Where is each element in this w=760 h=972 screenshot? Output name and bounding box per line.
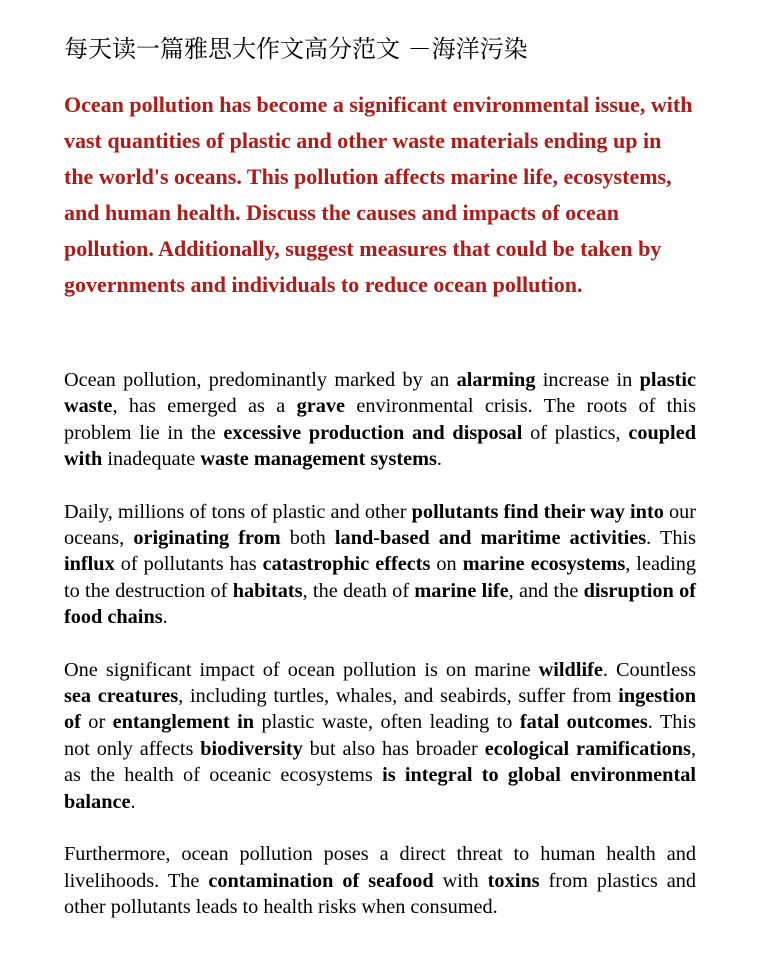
paragraph-text: our oceans, bbox=[64, 500, 697, 550]
paragraph-text: of pollutants has bbox=[114, 553, 263, 576]
essay-prompt: Ocean pollution has become a significant environmental issue, with vast quantities of plastic and other waste materials ending up in the world's oceans. This pollution affects marine life, ecosystems, and human health. Discuss the causes and impacts of ocean pollution. Additionally, suggest measures that could be taken by governments and individuals to reduce ocean pollution. bbox=[64, 92, 693, 297]
key-phrase: biodiversity bbox=[200, 737, 303, 760]
paragraph-text: Ocean pollution, predominantly marked by an bbox=[64, 369, 457, 391]
key-phrase: ingestion of bbox=[64, 685, 696, 734]
key-phrase: influx bbox=[64, 553, 115, 576]
key-phrase: habitats bbox=[232, 579, 303, 602]
paragraph-text: Furthermore, ocean pollution poses a direct threat to human health and livelihoods. The bbox=[64, 843, 696, 892]
key-phrase: ecological ramifications bbox=[484, 737, 691, 760]
paragraph-text: environmental crisis. The roots of this problem lie in the bbox=[64, 395, 696, 444]
key-phrase: fatal outcomes bbox=[519, 711, 648, 734]
paragraph-text: from plastics and other pollutants leads to health risks when consumed. bbox=[64, 869, 697, 918]
paragraph-text: increase in bbox=[535, 369, 640, 391]
paragraph-text: . bbox=[436, 448, 442, 471]
paragraph-text: , including turtles, whales, and seabirds, suffer from bbox=[178, 685, 619, 708]
key-phrase: grave bbox=[296, 395, 346, 418]
key-phrase: marine life bbox=[414, 579, 509, 602]
paragraph-text: Daily, millions of tons of plastic and other bbox=[64, 500, 412, 523]
paragraph-text: , leading to the destruction of bbox=[64, 553, 697, 602]
key-phrase: catastrophic effects bbox=[262, 553, 431, 576]
key-phrase: wildlife bbox=[538, 658, 603, 681]
paragraph-text: , has emerged as a bbox=[112, 395, 297, 418]
essay-paragraph bbox=[64, 657, 696, 815]
paragraph-text: on bbox=[430, 553, 463, 576]
paragraph-text: with bbox=[433, 869, 488, 892]
paragraph-text: , as the health of oceanic ecosystems bbox=[64, 737, 697, 787]
paragraph-text: both bbox=[280, 527, 335, 550]
page-title: 每天读一篇雅思大作文高分范文 －海洋污染 bbox=[64, 35, 528, 63]
paragraph-text: inadequate bbox=[102, 448, 201, 471]
paragraph-text: , and the bbox=[508, 579, 584, 602]
key-phrase: toxins bbox=[487, 869, 540, 892]
key-phrase: excessive production and disposal bbox=[223, 421, 523, 444]
key-phrase: marine ecosystems bbox=[462, 553, 626, 576]
paragraph-text: or bbox=[80, 711, 113, 734]
paragraph-text: , the death of bbox=[302, 579, 415, 602]
essay-paragraph bbox=[64, 499, 696, 631]
essay-paragraph bbox=[64, 367, 696, 473]
key-phrase: disruption of food chains bbox=[64, 579, 696, 629]
key-phrase: waste management systems bbox=[200, 448, 437, 471]
key-phrase: land-based and maritime activities bbox=[334, 527, 647, 550]
paragraph-text: of plastics, bbox=[522, 421, 629, 444]
paragraph-text: . bbox=[130, 790, 136, 813]
paragraph-text: . bbox=[162, 606, 168, 629]
key-phrase: plastic waste bbox=[64, 369, 696, 418]
key-phrase: sea creatures bbox=[64, 685, 179, 708]
key-phrase: entanglement in bbox=[112, 711, 255, 734]
paragraph-text: plastic waste, often leading to bbox=[254, 711, 520, 734]
paragraph-text: One significant impact of ocean pollution is on marine bbox=[64, 658, 539, 681]
essay-paragraph bbox=[64, 841, 696, 920]
key-phrase: pollutants find their way into bbox=[411, 500, 664, 523]
key-phrase: is integral to global environmental balance bbox=[64, 764, 696, 813]
key-phrase: contamination of seafood bbox=[208, 869, 434, 892]
paragraph-text: . Countless bbox=[602, 658, 696, 681]
paragraph-text: . This not only affects bbox=[64, 711, 696, 760]
paragraph-text: . This bbox=[646, 527, 696, 550]
key-phrase: originating from bbox=[133, 527, 281, 550]
key-phrase: coupled with bbox=[64, 421, 696, 471]
essay-body bbox=[64, 367, 696, 946]
key-phrase: alarming bbox=[456, 369, 536, 391]
paragraph-text: but also has broader bbox=[302, 737, 485, 760]
